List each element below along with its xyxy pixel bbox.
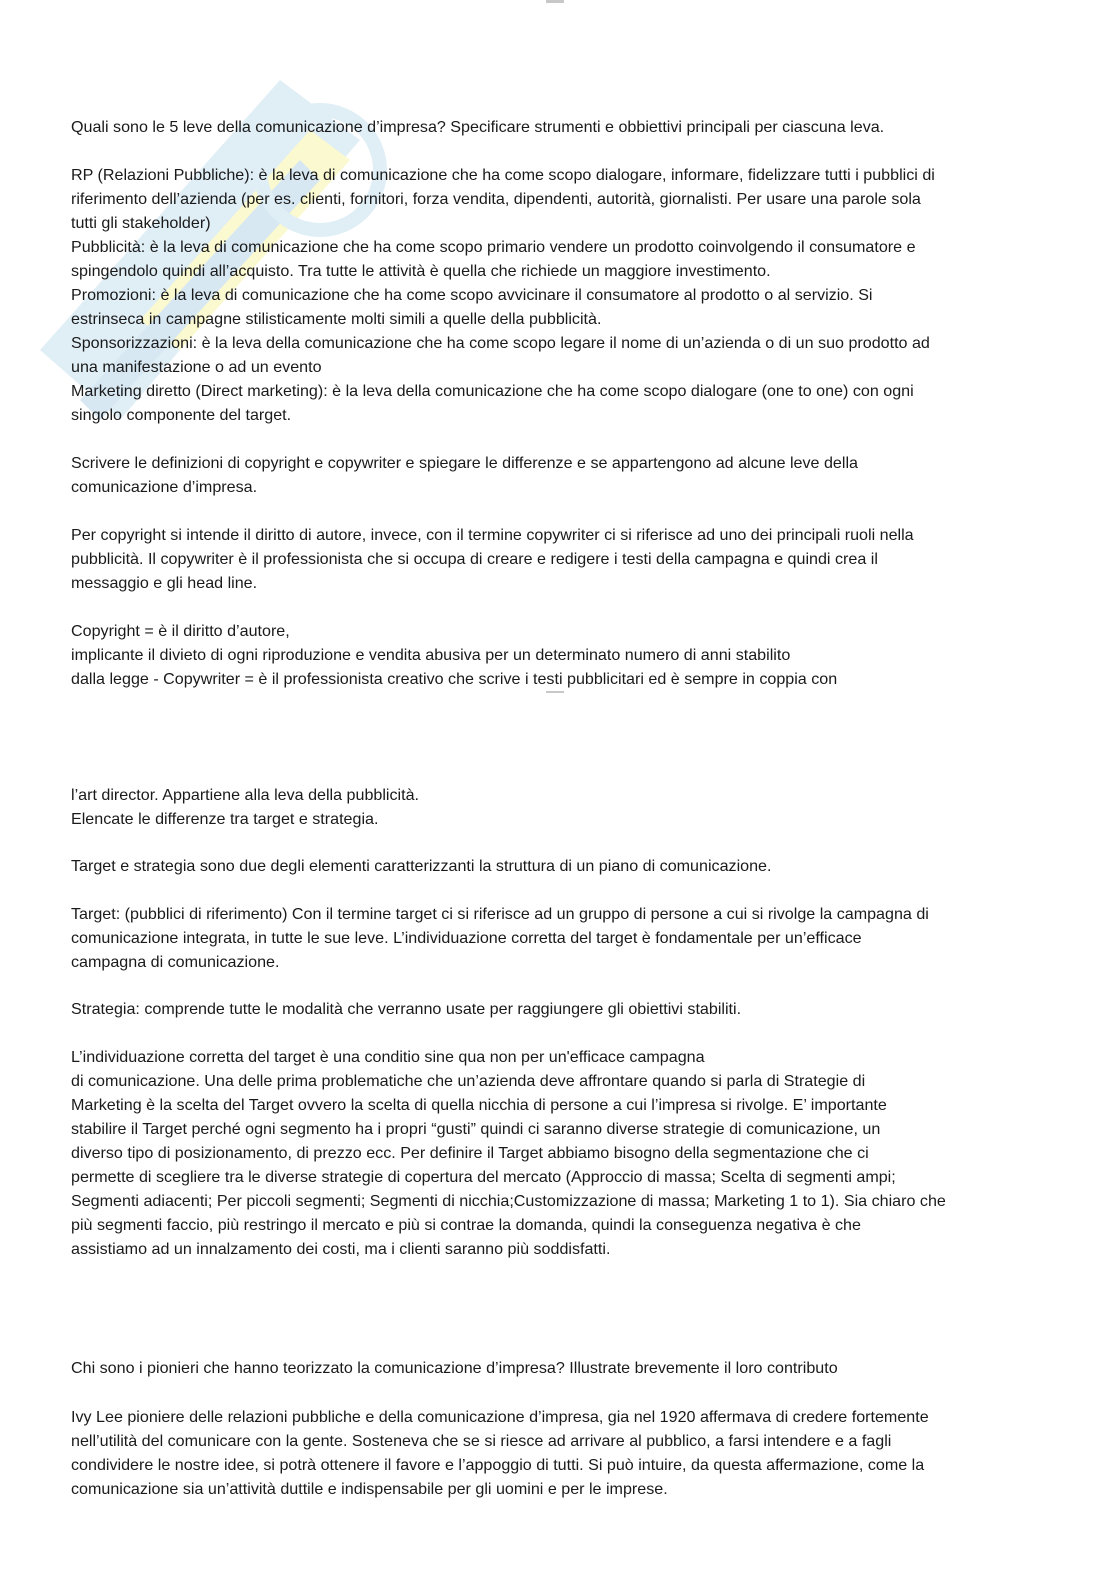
- target-definition: [71, 902, 1046, 974]
- line: campagna di comunicazione.: [71, 953, 280, 971]
- line: RP (Relazioni Pubbliche): è la leva di comunicazione che ha come scopo dialogare, informare, fidelizzare tutti i pubblici di: [71, 166, 935, 184]
- line: spingendolo quindi all’acquisto. Tra tutte le attività è quella che richiede un maggiore investimento.: [71, 262, 771, 280]
- copyright-definitions: [71, 619, 1046, 691]
- line: più segmenti faccio, più restringo il mercato e più si contrae la domanda, quindi la conseguenza negativa è che: [71, 1216, 861, 1234]
- line: Chi sono i pionieri che hanno teorizzato la comunicazione d’impresa? Illustrate brevemente il loro contributo: [71, 1359, 838, 1377]
- line: dalla legge - Copywriter = è il professionista creativo che scrive i testi pubblicitari ed è sempre in coppia con: [71, 670, 838, 688]
- line: Marketing diretto (Direct marketing): è la leva della comunicazione che ha come scopo dialogare (one to one) con ogni: [71, 382, 914, 400]
- line: di comunicazione. Una delle prima problematiche che un’azienda deve affrontare quando si parla di Strategie di: [71, 1072, 866, 1090]
- line: Segmenti adiacenti; Per piccoli segmenti; Segmenti di nicchia;Customizzazione di massa; Marketing 1 to 1). Sia chiaro che: [71, 1192, 946, 1210]
- line: stabilire il Target perché ogni segmento ha i propri “gusti” quindi ci saranno diverse strategie di comunicazione, un: [71, 1120, 881, 1138]
- line: comunicazione sia un’attività duttile e indispensabile per gli uomini e per le imprese.: [71, 1480, 668, 1498]
- line: Marketing è la scelta del Target ovvero la scelta di quella nicchia di persone a cui l’impresa si rivolge. E’ importante: [71, 1096, 887, 1114]
- line: Promozioni: è la leva di comunicazione che ha come scopo avvicinare il consumatore al prodotto o al servizio. Si: [71, 286, 873, 304]
- question-copyright: [71, 451, 1046, 499]
- line: comunicazione integrata, in tutte le sue leve. L’individuazione corretta del target è fondamentale per un’efficace: [71, 929, 862, 947]
- question-pionieri: [71, 1356, 1046, 1380]
- line: comunicazione d’impresa.: [71, 478, 258, 496]
- line: L’individuazione corretta del target è una conditio sine qua non per un'efficace campagna: [71, 1048, 705, 1066]
- line: Copyright = è il diritto d’autore,: [71, 622, 290, 640]
- target-paragraph: [71, 1045, 1046, 1261]
- question-5-leve: [71, 115, 1046, 139]
- line: implicante il divieto di ogni riproduzione e vendita abusiva per un determinato numero di anni stabilito: [71, 646, 791, 664]
- line: Pubblicità: è la leva di comunicazione che ha come scopo primario vendere un prodotto coinvolgendo il consumatore e: [71, 238, 916, 256]
- line: pubblicità. Il copywriter è il professionista che si occupa di creare e redigere i testi della campagna e quindi crea il: [71, 550, 878, 568]
- line: Sponsorizzazioni: è la leva della comunicazione che ha come scopo legare il nome di un’azienda o di un suo prodotto ad: [71, 334, 930, 352]
- strategia-definition: [71, 997, 1046, 1021]
- line: messaggio e gli head line.: [71, 574, 258, 592]
- line: una manifestazione o ad un evento: [71, 358, 322, 376]
- line: singolo componente del target.: [71, 406, 292, 424]
- line: Target: (pubblici di riferimento) Con il termine target ci si riferisce ad un gruppo di persone a cui si rivolge la campagna di: [71, 905, 929, 923]
- answer-pionieri: [71, 1405, 1046, 1501]
- line: diverso tipo di posizionamento, di prezzo ecc. Per definire il Target abbiamo bisogno della segmentazione che ci: [71, 1144, 869, 1162]
- line: permette di scegliere tra le diverse strategie di copertura del mercato (Approccio di massa; Scelta di segmenti ampi;: [71, 1168, 896, 1186]
- line: Scrivere le definizioni di copyright e copywriter e spiegare le differenze e se appartengono ad alcune leve della: [71, 454, 858, 472]
- line: nell’utilità del comunicare con la gente. Sosteneva che se si riesce ad arrivare al pubblico, a farsi intendere e a fagli: [71, 1432, 892, 1450]
- answer-copyright: [71, 523, 1046, 595]
- line: condividere le nostre idee, si potrà ottenere il favore e l’appoggio di tutti. Si può intuire, da questa affermazione, come la: [71, 1456, 925, 1474]
- target-strategia-intro: [71, 854, 1046, 878]
- answer-5-leve: [71, 163, 1046, 427]
- line: tutti gli stakeholder): [71, 214, 211, 232]
- line: Elencate le differenze tra target e strategia.: [71, 810, 379, 828]
- line: l’art director. Appartiene alla leva della pubblicità.: [71, 786, 420, 804]
- line: Target e strategia sono due degli elementi caratterizzanti la struttura di un piano di comunicazione.: [71, 857, 772, 875]
- line: estrinseca in campagne stilisticamente molti simili a quelle della pubblicità.: [71, 310, 602, 328]
- line: Strategia: comprende tutte le modalità che verranno usate per raggiungere gli obiettivi stabiliti.: [71, 1000, 742, 1018]
- line: Quali sono le 5 leve della comunicazione d’impresa? Specificare strumenti e obbiettivi principali per ciascuna leva.: [71, 118, 885, 136]
- line: Per copyright si intende il diritto di autore, invece, con il termine copywriter ci si riferisce ad uno dei principali ruoli nella: [71, 526, 914, 544]
- line: Ivy Lee pioniere delle relazioni pubbliche e della comunicazione d’impresa, gia nel 1920 affermava di credere fortemente: [71, 1408, 929, 1426]
- line: riferimento dell’azienda (per es. clienti, fornitori, forza vendita, dipendenti, autorità, giornalisti. Per usare una parole sola: [71, 190, 921, 208]
- line: assistiamo ad un innalzamento dei costi, ma i clienti saranno più soddisfatti.: [71, 1240, 611, 1258]
- art-director-and-question: [71, 783, 1046, 831]
- document-page: [71, 0, 1046, 1580]
